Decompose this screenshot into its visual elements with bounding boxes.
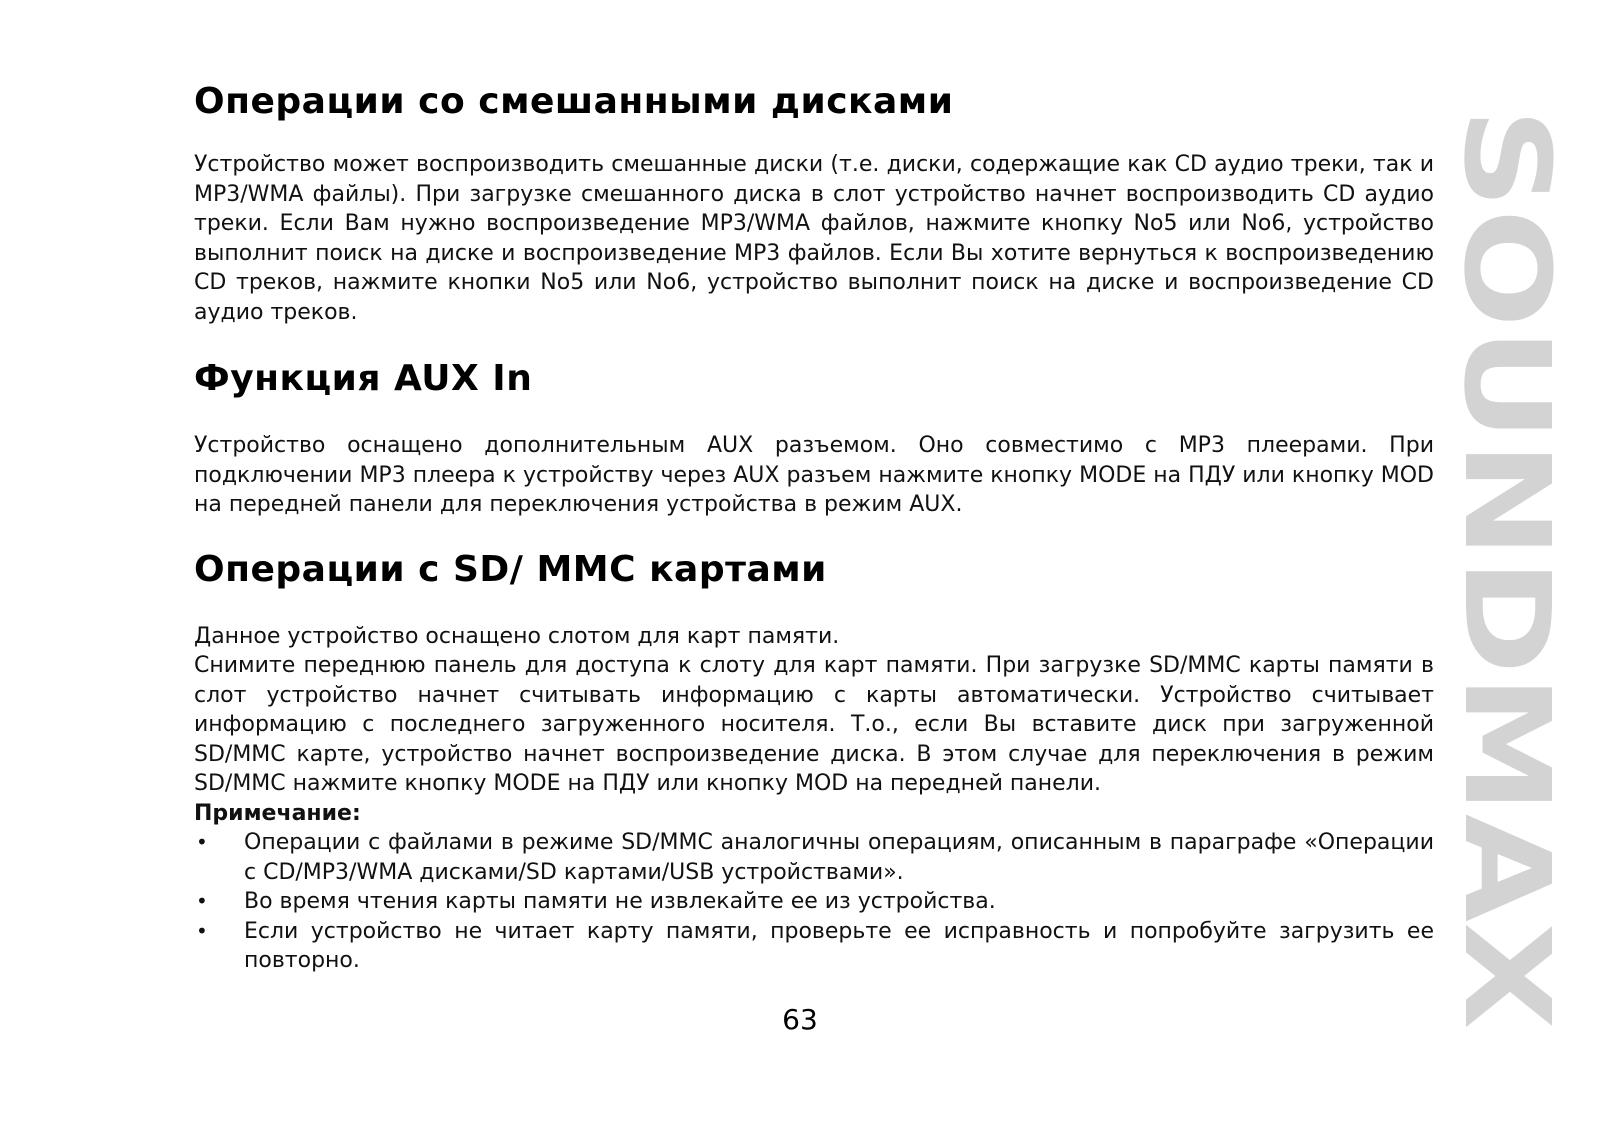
bullet-icon: • [196,830,208,854]
paragraph-mixed-discs: Устройство может воспроизводить смешанные диски (т.е. диски, содержащие как CD аудио треки, так и MP3/WMA файлы). При загрузке смешанного диска в слот устройство начнет воспроизводить CD аудио треки. Если Вам нужно воспроизведение MP3/WMA файлов, нажмите кнопку No5 или No6, устройство выполнит поиск на диске и воспроизведение MP3 файлов. Если Вы хотите вернуться к воспроизведению CD треков, нажмите кнопки No5 или No6, устройство выполнит поиск на диске и воспроизведение CD аудио треков. [194,152,1434,325]
note-item [194,887,1434,917]
section-title-aux-in: Функция AUX In [194,358,533,399]
bullet-icon: • [196,889,208,913]
paragraph-sd-mmc-intro: Данное устройство оснащено слотом для карт памяти. [194,623,840,649]
section-title-sd-mmc: Операции с SD/ MMC картами [194,548,827,590]
note-item [194,828,1434,887]
note-text: Если устройство не читает карту памяти, проверьте ее исправность и попробуйте загрузить ее повторно. [244,918,1434,973]
page-number: 63 [782,1003,818,1036]
paragraph-sd-mmc-details: Снимите переднюю панель для доступа к слоту для карт памяти. При загрузке SD/MMC карты памяти в слот устройство начнет считывать информацию с карты автоматически. Устройство считывает информацию с последнего загруженного носителя. Т.о., если Вы вставите диск при загруженной SD/MMC карте, устройство начнет воспроизведение диска. В этом случае для переключения в режим SD/MMC нажмите кнопку MODE на ПДУ или кнопку MOD на передней панели. [194,653,1434,796]
bullet-icon: • [196,918,208,943]
brand-logo-graphic [1438,108,1576,1030]
note-item [194,917,1434,976]
paragraph-aux-in: Устройство оснащено дополнительным AUX разъемом. Оно совместимо с MP3 плеерами. При подключении MP3 плеера к устройству через AUX разъем нажмите кнопку MODE на ПДУ или кнопку MOD на передней панели для переключения устройства в режим AUX. [194,433,1434,517]
brand-logo [1438,108,1576,1030]
notes-list [194,828,1434,976]
note-text: Во время чтения карты памяти не извлекайте ее из устройства. [244,889,996,914]
note-label: Примечание: [194,800,361,826]
note-text: Операции с файлами в режиме SD/MMC аналогичны операциям, описанным в параграфе «Операции с CD/MP3/WMA дисками/SD картами/USB устройствами». [244,830,1434,885]
section-title-mixed-discs: Операции со смешанными дисками [194,81,954,122]
page-content [194,72,1434,976]
brand-logo-text: SOUNDMAX [1438,108,1576,886]
